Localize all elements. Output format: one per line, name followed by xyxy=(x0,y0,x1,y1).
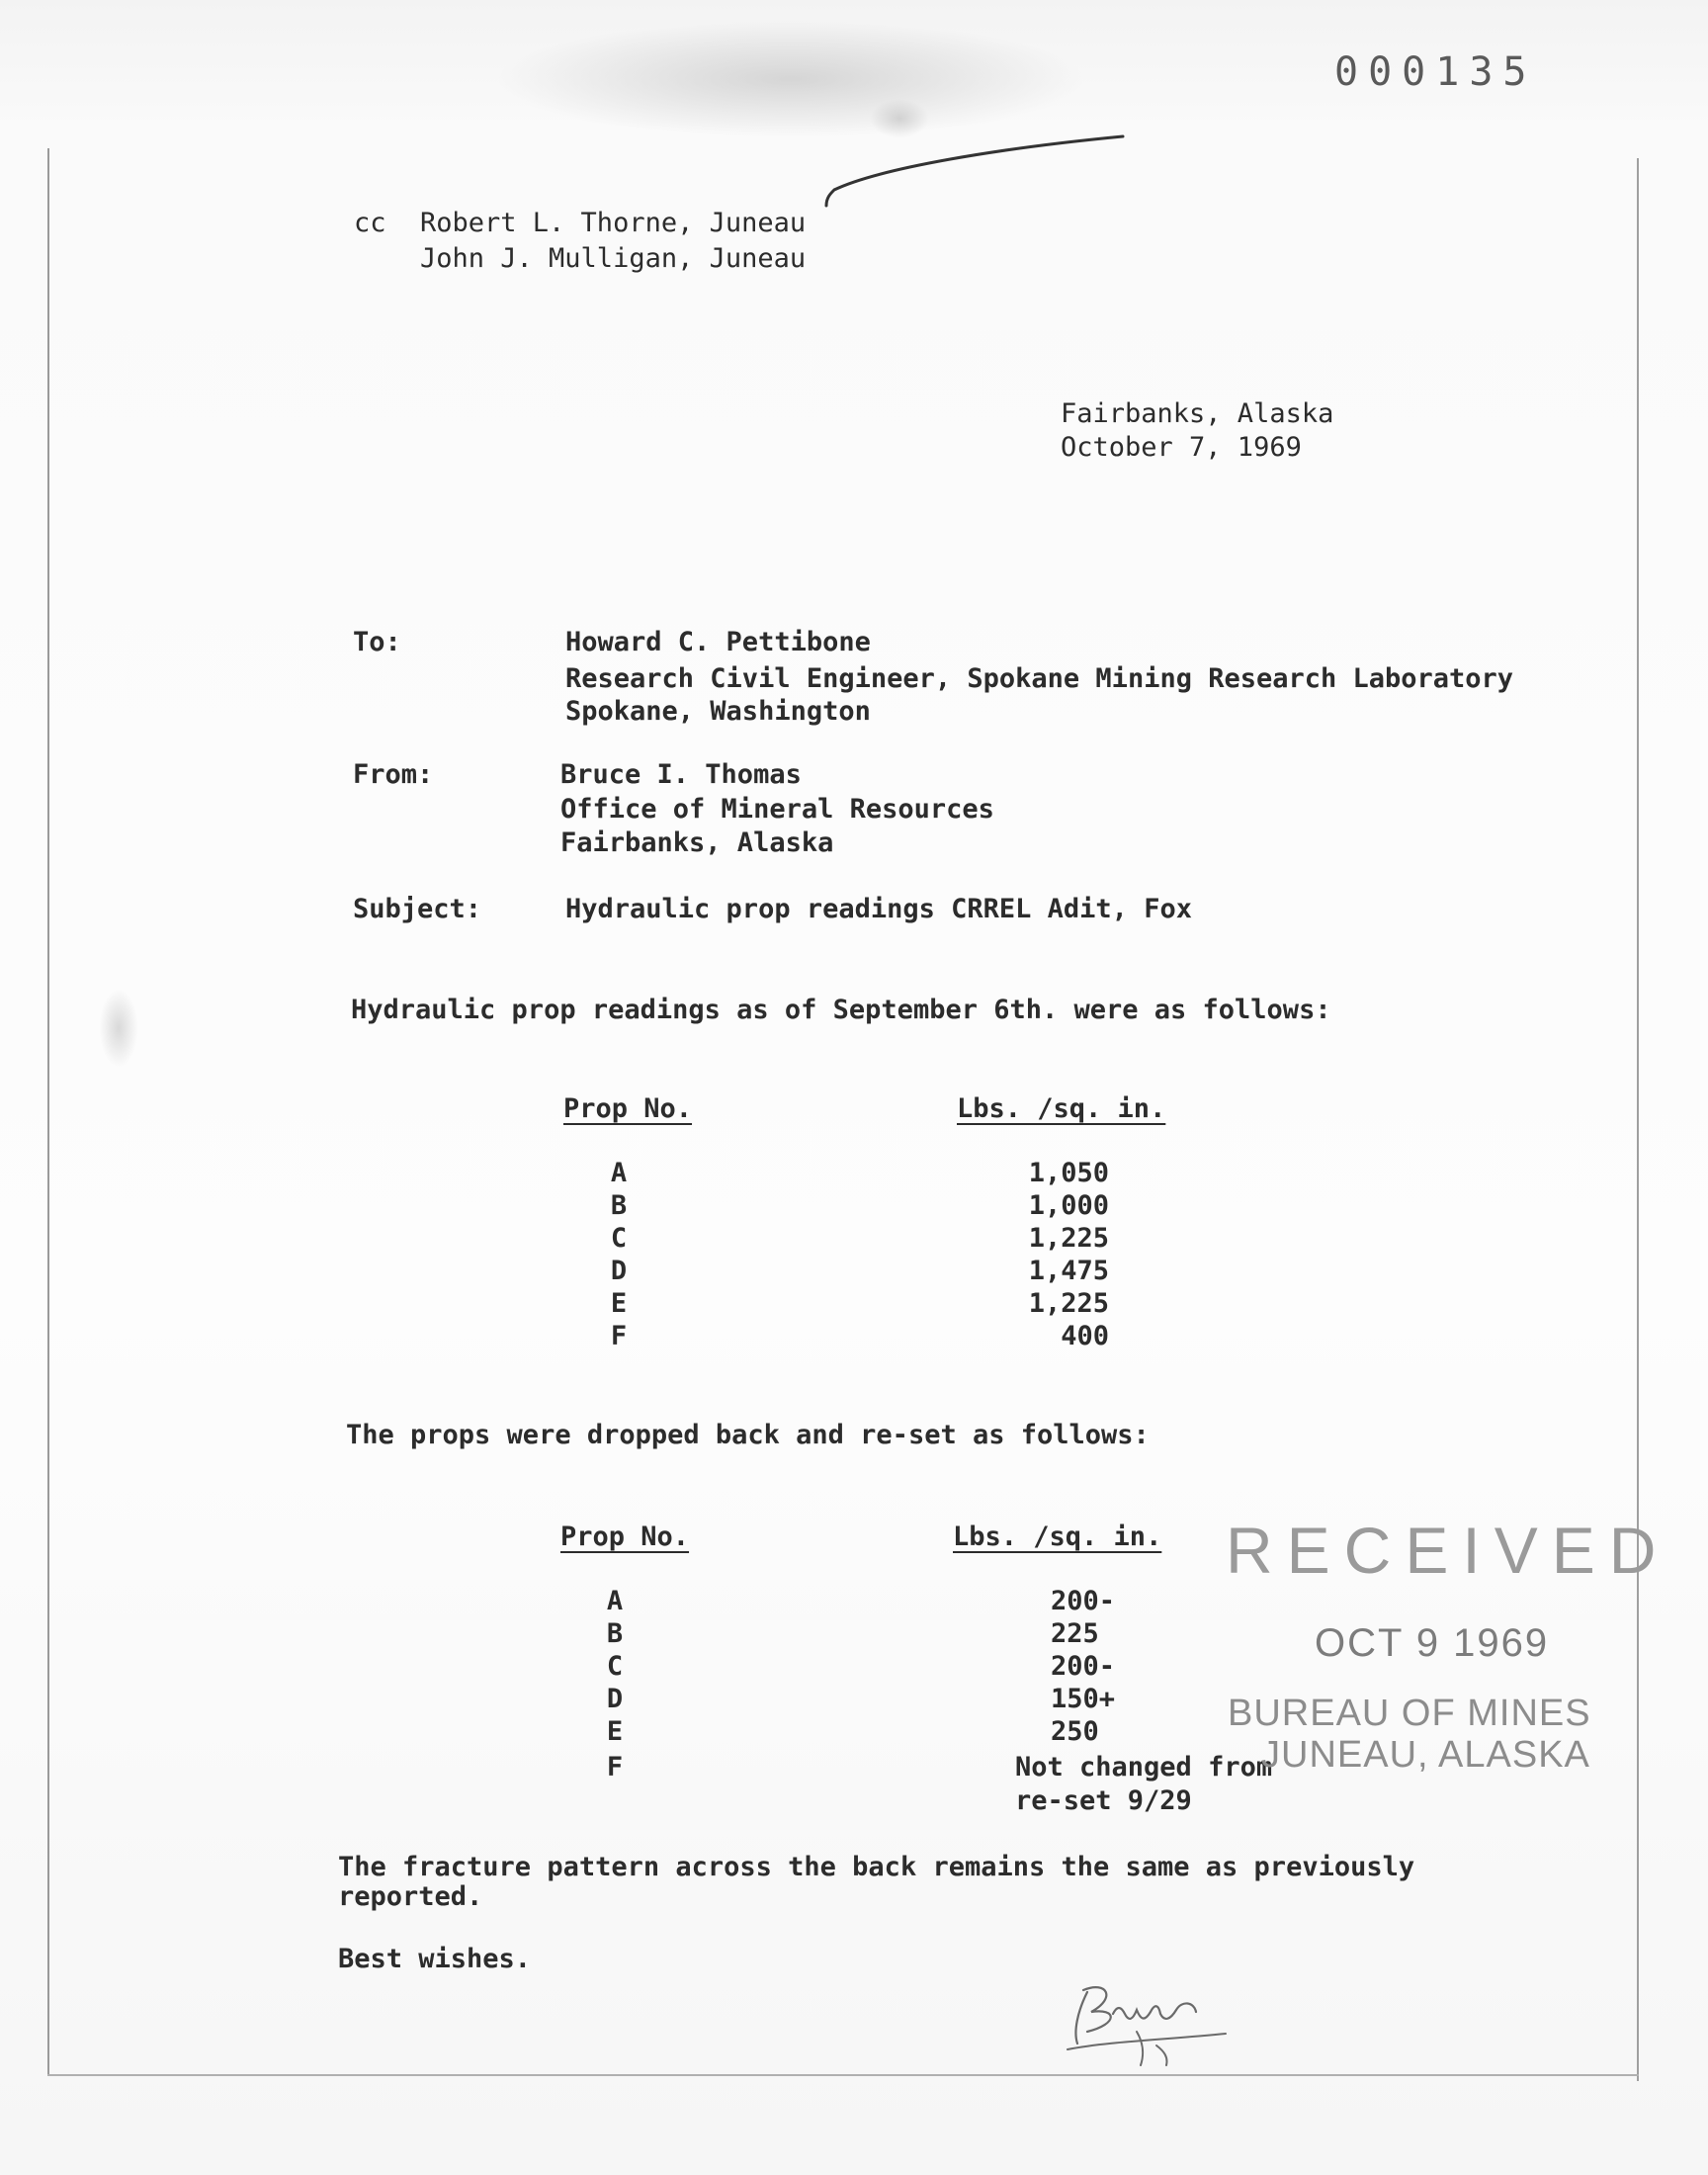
table2-header-prop: Prop No. xyxy=(560,1522,690,1552)
table1-prop: F xyxy=(610,1321,628,1351)
table2-value-continued: re-set 9/29 xyxy=(1015,1785,1192,1816)
paragraph-3: The fracture pattern across the back remains the same as previously xyxy=(338,1852,1415,1882)
table1-value: 1,050 xyxy=(1028,1158,1109,1188)
scan-smudge xyxy=(494,20,1087,138)
to-line: Howard C. Pettibone xyxy=(565,627,871,657)
table1-value: 400 xyxy=(1061,1321,1109,1351)
page-edge-right xyxy=(1637,158,1639,2081)
cc-label: cc xyxy=(354,208,386,238)
from-line: Office of Mineral Resources xyxy=(560,794,994,825)
received-stamp-agency: BUREAU OF MINES xyxy=(1228,1693,1591,1734)
table2-value: Not changed from xyxy=(1015,1752,1273,1783)
table2-value: 150+ xyxy=(1051,1684,1116,1714)
cc-recipient: Robert L. Thorne, Juneau xyxy=(420,208,807,238)
table1-prop: D xyxy=(610,1256,628,1286)
table2-prop: B xyxy=(606,1618,624,1649)
table2-value: 200- xyxy=(1051,1651,1116,1682)
paragraph-3: reported. xyxy=(338,1881,483,1912)
table1-value: 1,225 xyxy=(1028,1288,1109,1319)
table2-prop: A xyxy=(606,1586,624,1616)
received-stamp: RECEIVED xyxy=(1226,1514,1670,1587)
received-stamp-date: OCT 9 1969 xyxy=(1315,1621,1550,1665)
table2-prop: D xyxy=(606,1684,624,1714)
from-line: Fairbanks, Alaska xyxy=(560,827,834,858)
table1-prop: A xyxy=(610,1158,628,1188)
table2-prop: E xyxy=(606,1716,624,1747)
paragraph-1: Hydraulic prop readings as of September 6th. were as follows: xyxy=(351,995,1331,1025)
document-number: 000135 xyxy=(1334,49,1537,95)
table1-prop: E xyxy=(610,1288,628,1319)
closing: Best wishes. xyxy=(338,1944,532,1974)
subject-label: Subject: xyxy=(353,894,482,924)
page-edge-left xyxy=(47,148,49,2076)
table1-prop: C xyxy=(610,1223,628,1254)
scan-smudge xyxy=(99,989,138,1068)
table2-header-lbs: Lbs. /sq. in. xyxy=(953,1522,1162,1552)
received-stamp-location: JUNEAU, ALASKA xyxy=(1261,1734,1590,1776)
to-label: To: xyxy=(353,627,401,657)
letter-place: Fairbanks, Alaska xyxy=(1061,398,1334,429)
table1-value: 1,475 xyxy=(1028,1256,1109,1286)
cc-recipient: John J. Mulligan, Juneau xyxy=(420,243,807,274)
table2-value: 225 xyxy=(1051,1618,1099,1649)
page-edge-bottom xyxy=(47,2074,1639,2076)
table1-value: 1,000 xyxy=(1028,1190,1109,1221)
table1-value: 1,225 xyxy=(1028,1223,1109,1254)
check-mark-annotation xyxy=(820,129,1137,227)
paragraph-2: The props were dropped back and re-set as follows: xyxy=(346,1420,1150,1450)
table2-prop: C xyxy=(606,1651,624,1682)
from-line: Bruce I. Thomas xyxy=(560,759,802,790)
to-line: Research Civil Engineer, Spokane Mining Research Laboratory xyxy=(565,663,1514,694)
table1-prop: B xyxy=(610,1190,628,1221)
handwritten-signature xyxy=(1048,1962,1275,2071)
letter-date: October 7, 1969 xyxy=(1061,432,1302,463)
to-line: Spokane, Washington xyxy=(565,696,871,727)
table2-prop: F xyxy=(606,1752,624,1783)
table2-value: 250 xyxy=(1051,1716,1099,1747)
subject-text: Hydraulic prop readings CRREL Adit, Fox xyxy=(565,894,1192,924)
from-label: From: xyxy=(353,759,434,790)
table1-header-prop: Prop No. xyxy=(563,1093,693,1124)
table2-value: 200- xyxy=(1051,1586,1116,1616)
table1-header-lbs: Lbs. /sq. in. xyxy=(957,1093,1166,1124)
